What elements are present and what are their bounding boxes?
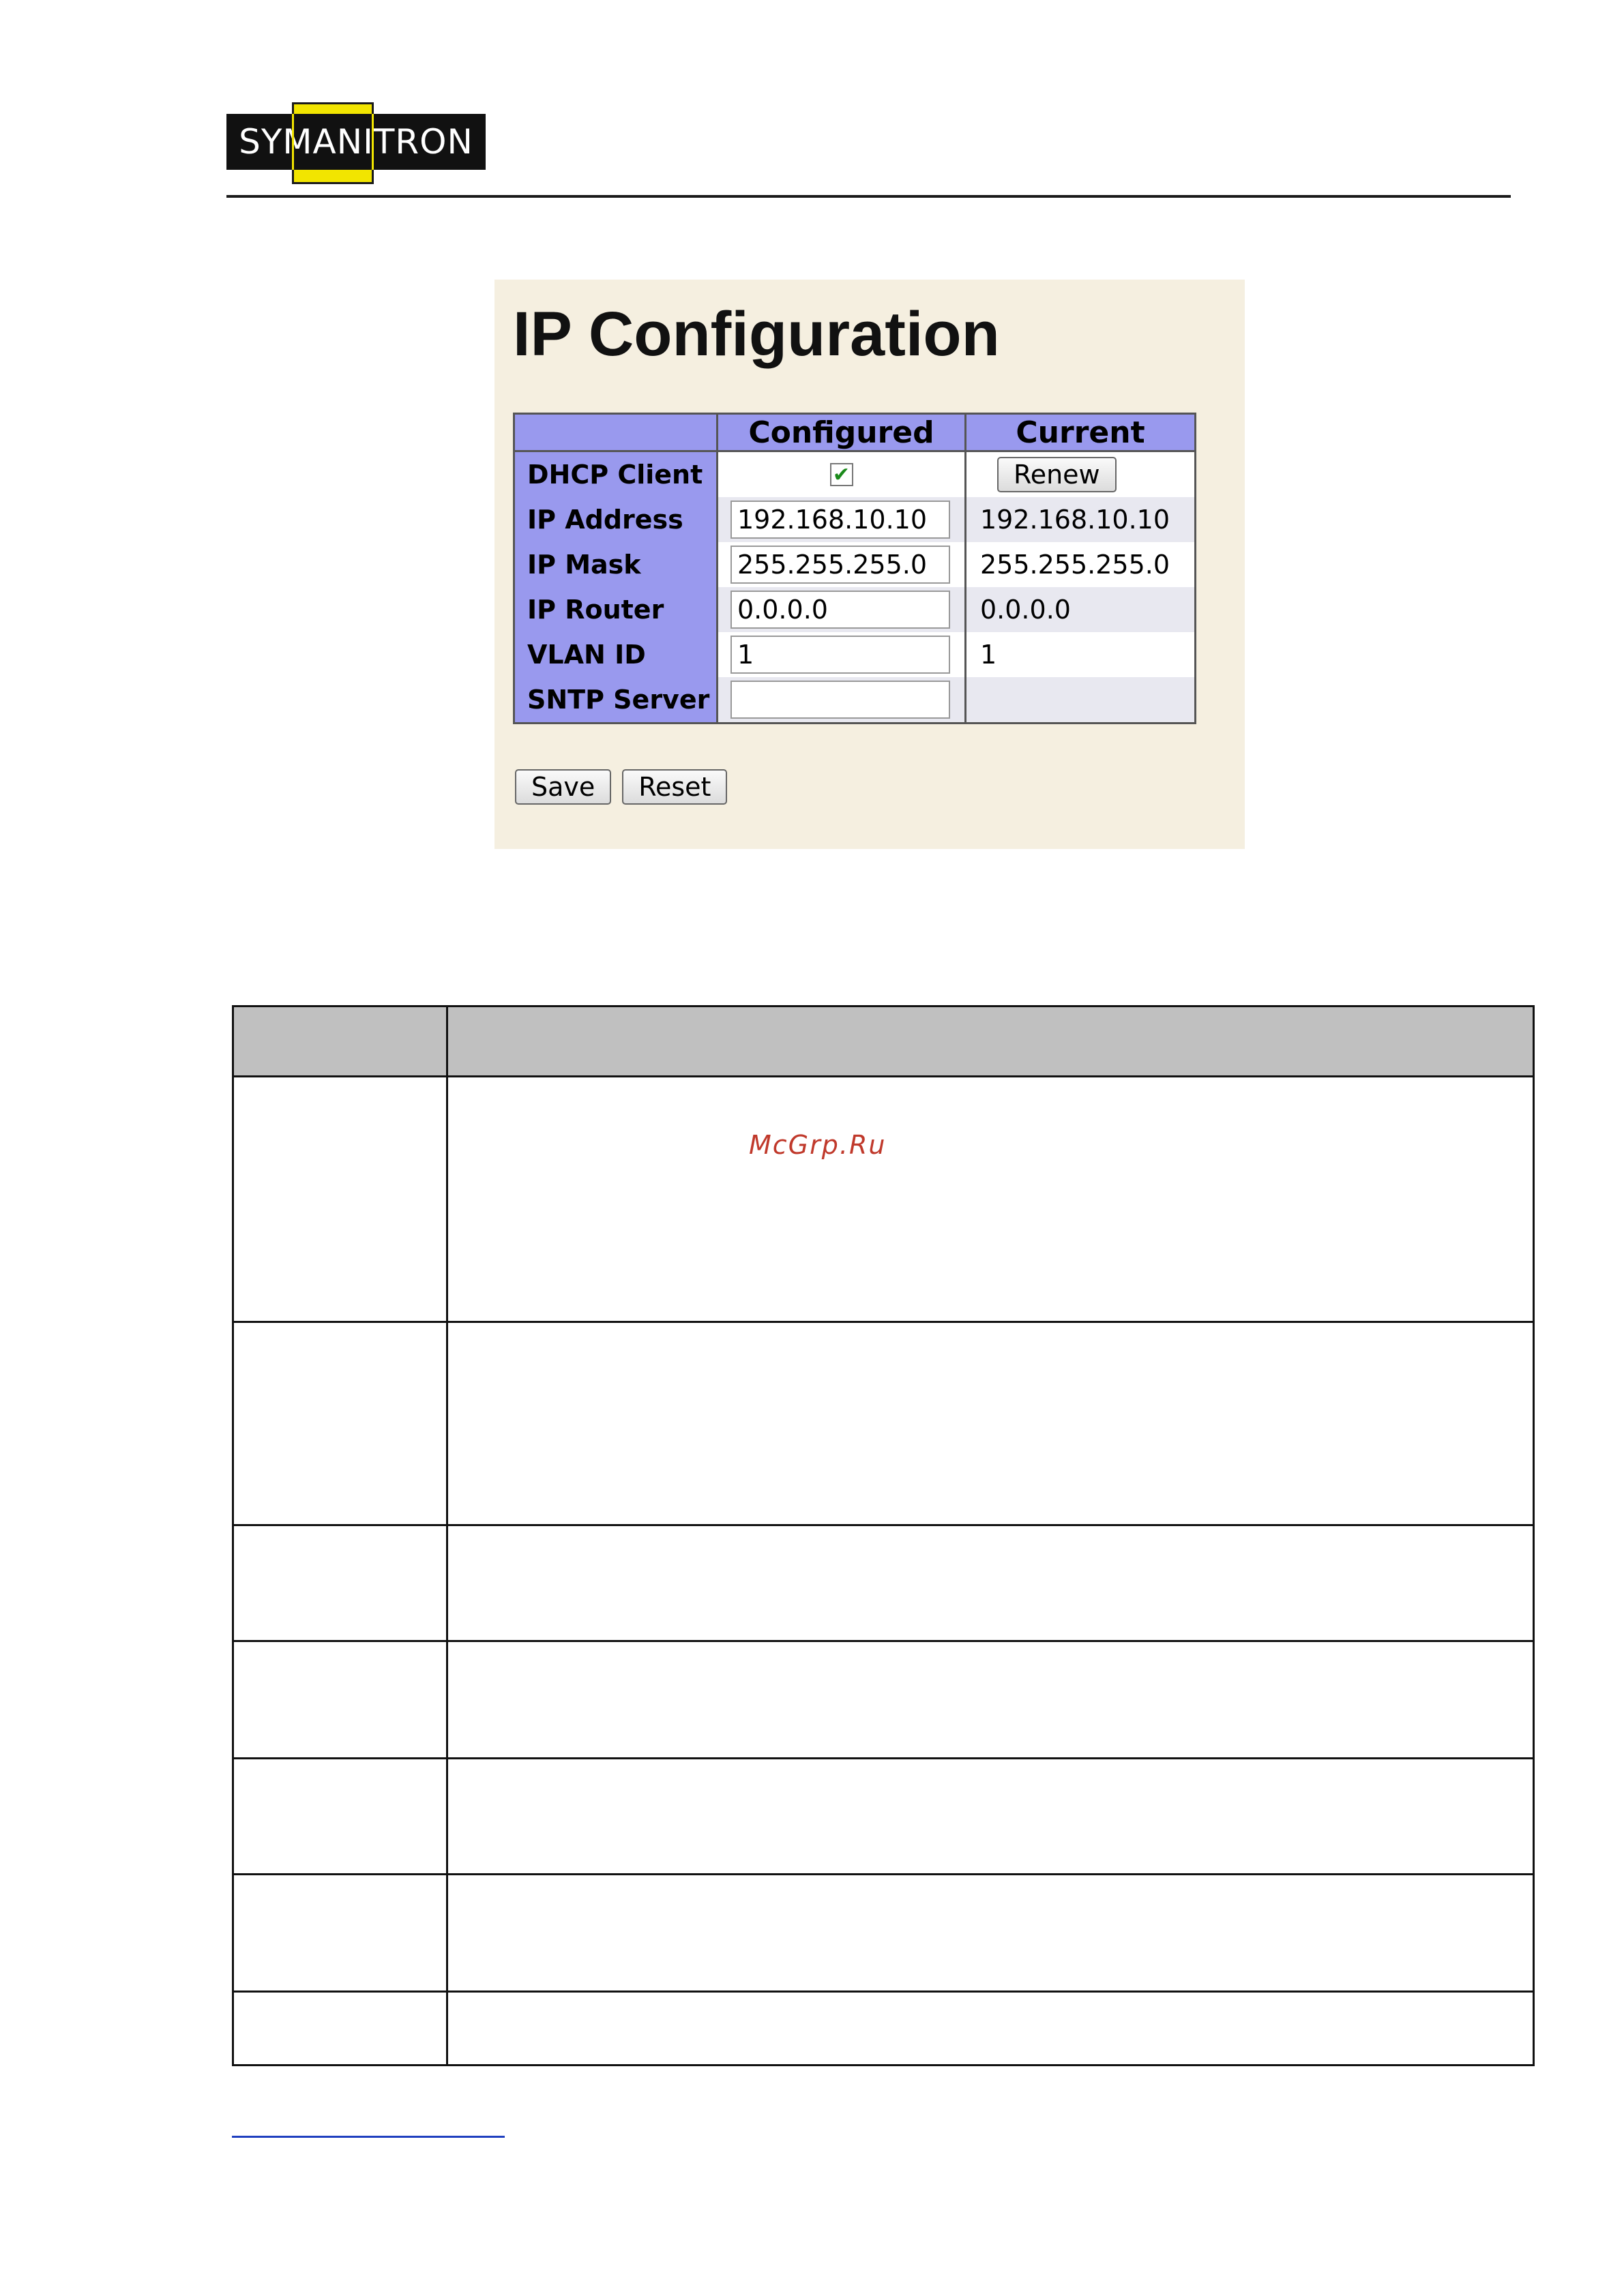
desc-row (233, 1641, 1534, 1759)
logo-yellow-frame (292, 114, 374, 170)
ip-address-input[interactable]: 192.168.10.10 (730, 501, 950, 539)
vlan-id-current: 1 (966, 632, 1196, 677)
vlan-id-cell (718, 632, 966, 677)
ip-config-table (513, 413, 1196, 724)
panel-title: IP Configuration (513, 299, 1000, 369)
desc-cell (233, 1525, 447, 1641)
sntp-server-input[interactable] (730, 681, 950, 719)
ip-mask-cell (718, 542, 966, 587)
desc-row (233, 1759, 1534, 1875)
desc-cell (447, 1077, 1534, 1322)
desc-cell (233, 1875, 447, 1992)
row-vlan-id (514, 632, 1196, 677)
header-current: Current (966, 414, 1196, 451)
desc-cell (447, 1641, 1534, 1759)
header-rule (226, 195, 1511, 198)
symanitron-logo (226, 102, 486, 184)
ip-mask-current: 255.255.255.0 (966, 542, 1196, 587)
ip-mask-label: IP Mask (514, 542, 718, 587)
desc-header-row (233, 1007, 1534, 1077)
desc-row (233, 1875, 1534, 1992)
desc-cell (233, 1641, 447, 1759)
save-button[interactable]: Save (515, 769, 611, 805)
ip-address-current: 192.168.10.10 (966, 497, 1196, 542)
ip-router-current: 0.0.0.0 (966, 587, 1196, 632)
dhcp-client-cell (718, 451, 966, 498)
dhcp-client-checkbox[interactable]: ✔ (830, 463, 853, 486)
ip-router-cell (718, 587, 966, 632)
ip-router-label: IP Router (514, 587, 718, 632)
desc-header-col2 (447, 1007, 1534, 1077)
desc-cell (447, 1525, 1534, 1641)
reset-button[interactable]: Reset (622, 769, 727, 805)
renew-button[interactable]: Renew (997, 457, 1117, 492)
ip-mask-input[interactable]: 255.255.255.0 (730, 546, 950, 584)
description-table (232, 1005, 1535, 2066)
desc-cell (233, 1322, 447, 1525)
desc-row (233, 1525, 1534, 1641)
row-sntp-server (514, 677, 1196, 724)
desc-cell (447, 1992, 1534, 2066)
sntp-server-cell (718, 677, 966, 724)
watermark-text: McGrp.Ru (749, 1130, 887, 1160)
header-configured: Configured (718, 414, 966, 451)
desc-cell (233, 1759, 447, 1875)
vlan-id-label: VLAN ID (514, 632, 718, 677)
sntp-server-label: SNTP Server (514, 677, 718, 724)
desc-cell (447, 1759, 1534, 1875)
sntp-server-current (966, 677, 1196, 724)
header-row (514, 414, 1196, 451)
action-buttons (515, 769, 727, 805)
desc-row (233, 1992, 1534, 2066)
ip-address-label: IP Address (514, 497, 718, 542)
row-dhcp-client (514, 451, 1196, 498)
vlan-id-input[interactable]: 1 (730, 636, 950, 674)
row-ip-mask (514, 542, 1196, 587)
desc-cell (447, 1875, 1534, 1992)
row-ip-router (514, 587, 1196, 632)
renew-cell (966, 451, 1196, 498)
desc-cell (447, 1322, 1534, 1525)
desc-cell (233, 1992, 447, 2066)
ip-configuration-panel (494, 280, 1245, 849)
dhcp-client-label: DHCP Client (514, 451, 718, 498)
ip-address-cell (718, 497, 966, 542)
desc-header-col1 (233, 1007, 447, 1077)
ip-router-input[interactable]: 0.0.0.0 (730, 591, 950, 629)
row-ip-address (514, 497, 1196, 542)
desc-row (233, 1322, 1534, 1525)
footer-link-underline[interactable] (232, 2136, 505, 2138)
desc-row (233, 1077, 1534, 1322)
header-blank (514, 414, 718, 451)
logo-text: SYMANITRON (239, 122, 473, 162)
desc-cell (233, 1077, 447, 1322)
